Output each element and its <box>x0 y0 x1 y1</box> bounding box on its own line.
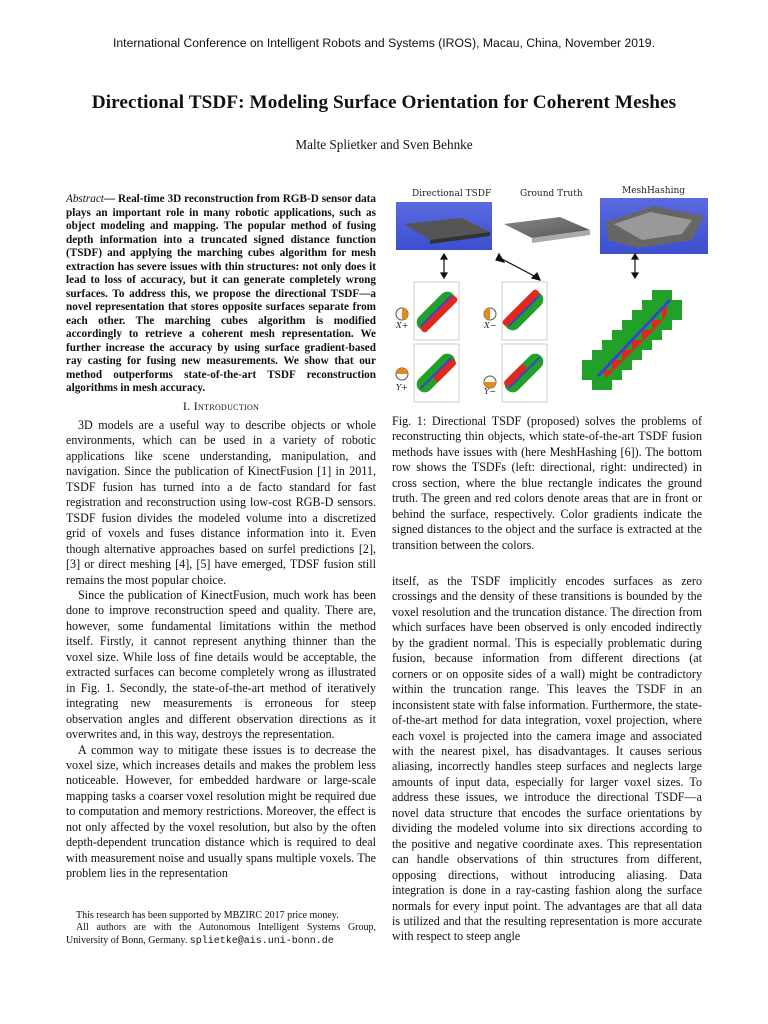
footnote-funding: This research has been supported by MBZIRC 2017 price money. <box>76 910 339 921</box>
axis-label-y-plus: Y+ <box>396 383 408 392</box>
paper-title: Directional TSDF: Modeling Surface Orientation for Coherent Meshes <box>91 92 677 113</box>
figure-1 <box>392 182 712 404</box>
figure-arrows <box>441 254 638 280</box>
paragraph: Since the publication of KinectFusion, much work has been done to improve reconstruction speed and quality. There are, however, some fundamental limitations within the method itself. Firstly, it cannot represent anything thinner than the voxel size. While loss of fine details would be acceptable, the extracted surfaces can become completely wrong as illustrated in Fig. 1. Secondly, the state-of-the-art method of iteratively integrating new measurements is erroneous for steep observation angles and different observation directions as it overwrites and, in this way, destroys the representation. <box>66 587 376 742</box>
axis-label-x-minus: X− <box>484 321 497 330</box>
right-column-body <box>392 574 702 945</box>
footnote-affiliation-text: All authors are with the Autonomous Intelligent Systems Group, University of Bonn, Germany. <box>66 922 376 946</box>
section-heading-introduction: I. Introduction <box>182 399 260 413</box>
paragraph: 3D models are a useful way to describe objects or whole environments, which can be used in a variety of robotic applications like scene understanding, manipulation, and navigation. Since the publication of KinectFusion [1] in 2011, TSDF fusion has turned into a de facto standard for fast registration and reconstruction using low-cost RGB-D sensors. TSDF fusion divides the modeled volume into a discretized grid of voxels and fuses distance information into it. Even though alternative approaches based on surfel predictions [2], [3] or direct meshing [4], [5] have emerged, TDSF fusion still remains the most popular choice. <box>66 418 376 587</box>
panel-ground-truth-render <box>504 217 590 243</box>
figure-1-caption: Fig. 1: Directional TSDF (proposed) solves the problems of reconstructing thin objects, which state-of-the-art TSDF fusion methods have issues with (here MeshHashing [6]). The bottom row shows the TSDFs (left: directional, right: undirected) in cross section, where the blue rectangle indicates the ground truth. The green and red colors denote areas that are in front or behind the surface, respectively. Color gradients indicate the signed distances to the object and the surface is extracted at the transition between the colors. <box>392 414 702 552</box>
author-email-link[interactable]: splietke@ais.uni-bonn.de <box>189 935 334 947</box>
abstract-text: — Real-time 3D reconstruction from RGB-D sensor data plays an important role in many robotic applications, such as object modeling and mapping. The popular method of fusing depth information into a truncated signed distance function (TSDF) and applying the marching cubes algorithm for mesh extraction has severe issues with thin structures: not only does it lead to loss of accuracy, but it can generate completely wrong surfaces. To address this, we propose the directional TSDF—a novel representation that stores opposite surfaces separate from each other. The marching cubes algorithm is modified accordingly to retrieve a coherent mesh representation. We further increase the accuracy by using surface gradient-based ray casting for fusing new measurements. We show that our method outperforms state-of-the-art TSDF reconstruction algorithms in mesh accuracy. <box>66 193 376 394</box>
axis-label-y-minus: Y− <box>484 387 496 396</box>
paragraph: A common way to mitigate these issues is to decrease the voxel size, which increases details and makes the problem less noticeable. However, for embedded hardware or large-scale mapping tasks a coarser voxel resolution might be required due to computation and memory restrictions. Moreover, the effect is not only affected by the voxel resolution, but also by the often depth-dependent truncation distance which is required to deal with measurement noise and usually spans multiple voxels. The problem lies in the representation <box>66 742 376 881</box>
panel-directional-render <box>396 202 492 250</box>
abstract <box>66 193 376 396</box>
tsdf-cross-section-undirected <box>582 290 682 390</box>
panel-meshhashing-render <box>600 198 708 254</box>
paragraph: itself, as the TSDF implicitly encodes surfaces as zero crossings and the density of these transitions is bounded by the voxel resolution and the truncation distance. The direction from which surfaces have been observed is only encoded indirectly by the gradient normal. This is especially problematic during fusion, because information from different directions (at corners or on opposite sides of a wall) might be contradictory within the truncation range. This leaves the TSDF in an inconsistent state with false information. Furthermore, the state-of-the-art method for data integration, voxel projection, where each voxel is projected into the camera image and associated with the nearest pixel, has disadvantages. It causes serious aliasing, incorrectly handles steep surfaces and neglects large amounts of input data, especially for larger voxel sizes. To address these issues, we introduce the directional TSDF—a novel data structure that encodes the surface orientations by dividing the modeled volume into six directions according to the positive and negative coordinate axes. This representation can handle observations of thin structures from different, opposing directions, without introducing aliasing. Data integration is done in a ray-casting fashion along the surface normals for every input point. The advantages are that all data is utilized and that the resulting representation is more accurate with respect to steep angle <box>392 574 702 944</box>
panel-label-directional: Directional TSDF <box>412 189 492 199</box>
conference-header: International Conference on Intelligent Robots and Systems (IROS), Macau, China, November 2019. <box>113 36 655 50</box>
footnote <box>66 910 376 948</box>
axis-label-x-plus: X+ <box>396 321 409 330</box>
footnote-affiliation <box>66 922 376 948</box>
tsdf-cross-sections-directional <box>413 282 547 402</box>
paper-authors: Malte Splietker and Sven Behnke <box>295 137 473 152</box>
introduction-body <box>66 418 376 882</box>
panel-label-ground-truth: Ground Truth <box>520 189 583 199</box>
panel-label-meshhashing: MeshHashing <box>622 186 686 196</box>
abstract-label: Abstract <box>66 193 104 205</box>
